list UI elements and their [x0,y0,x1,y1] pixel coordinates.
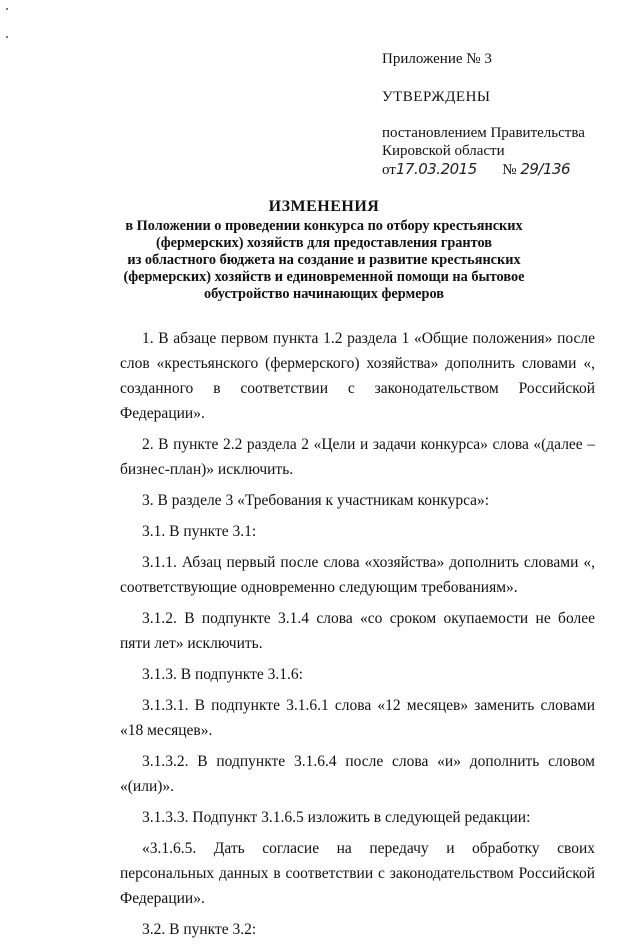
handwritten-date: 17.03.2015 [395,160,477,178]
decree-line-1: постановлением Правительства [382,125,585,141]
paragraph-3-1-3-1: 3.1.3.1. В подпункте 3.1.6.1 слова «12 месяцев» заменить словами «18 месяцев». [120,697,595,739]
subtitle-line: в Положении о проведении конкурса по отбору крестьянских [125,218,523,234]
document-subtitle [110,218,538,303]
subtitle-line: из областного бюджета на создание и развитие крестьянских [127,252,521,268]
paragraph-3-1-2: 3.1.2. В подпункте 3.1.4 слова «со сроком окупаемости не более пяти лет» исключить. [120,610,595,652]
paragraph-1: 1. В абзаце первом пункта 1.2 раздела 1 «Общие положения» после слов «крестьянского (фермерского) хозяйства» дополнить словами «, созданного в соответствии с законодательством Российской Федерации». [120,330,595,422]
date-prefix: от [382,162,396,178]
paragraph-3-1-3-2: 3.1.3.2. В подпункте 3.1.6.4 после слова «и» дополнить словом «(или)». [120,753,595,795]
paragraph-3-1-3: 3.1.3. В подпункте 3.1.6: [142,666,303,683]
scan-speck [6,36,8,38]
paragraph-3-1-3-3: 3.1.3.3. Подпункт 3.1.6.5 изложить в следующей редакции: [142,809,531,826]
subtitle-line: (фермерских) хозяйств для предоставления грантов [155,235,493,251]
document-title-block [110,198,538,303]
number-prefix: № [502,162,517,178]
decree-date-number [382,160,602,179]
paragraph-3-2: 3.2. В пункте 3.2: [142,921,257,938]
document-body [120,326,595,948]
approved-label: УТВЕРЖДЕНЫ [382,89,491,105]
subtitle-line: (фермерских) хозяйств и единовременной помощи на бытовое [123,269,525,285]
paragraph-3-1-1: 3.1.1. Абзац первый после слова «хозяйства» дополнить словами «, соответствующие одновременно следующим требованиям». [120,554,595,596]
quoted-paragraph-3-1-6-5: «3.1.6.5. Дать согласие на передачу и обработку своих персональных данных в соответствии с законодательством Российской Федерации». [120,840,595,907]
appendix-label: Приложение № 3 [382,51,492,67]
subtitle-line: обустройство начинающих фермеров [203,286,445,302]
handwritten-number: 29/136 [520,160,571,178]
scan-speck [6,8,8,10]
decree-line-2: Кировской области [382,143,505,159]
paragraph-3-1: 3.1. В пункте 3.1: [142,523,257,540]
document-heading: ИЗМЕНЕНИЯ [268,198,380,215]
paragraph-2: 2. В пункте 2.2 раздела 2 «Цели и задачи конкурса» слова «(далее – бизнес-план)» исключить. [120,436,595,478]
paragraph-3: 3. В разделе 3 «Требования к участникам конкурса»: [142,492,490,509]
